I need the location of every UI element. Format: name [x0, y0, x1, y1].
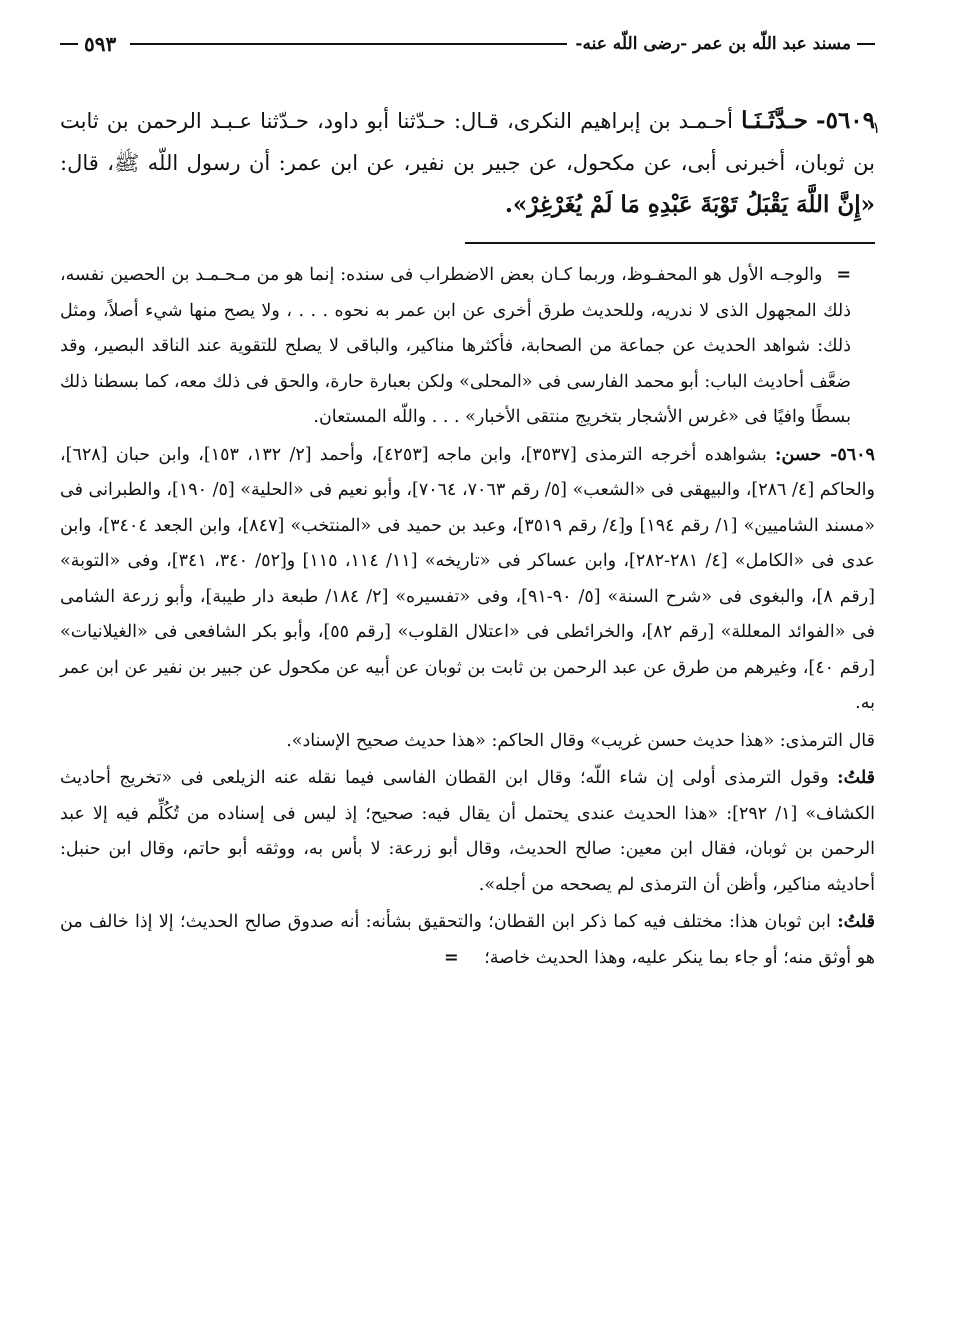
matn: «إِنَّ اللَّهَ يَقْبَلُ تَوْبَةَ عَبْدِهِ مَا لَمْ يُغَرْغِرْ».	[504, 191, 875, 218]
footnote-continuation	[60, 258, 875, 436]
haddathana: حـدَّثَـنَـا	[741, 107, 808, 134]
hadith-number: ٥٦٠٩-	[816, 107, 876, 134]
head-rule-right	[857, 43, 875, 45]
qultu-lead-2: قلتُ:	[837, 912, 875, 932]
head-rule	[130, 43, 567, 45]
footnote-separator	[465, 242, 875, 244]
takhrij-lead: ٥٦٠٩- حسن:	[775, 444, 875, 465]
footnote-takhrij	[60, 438, 875, 722]
qultu-text-2: ابن ثوبان هذا: مختلف فيه كما ذكر ابن القطان؛ والتحقيق بشأنه: أنه صدوق صالح الحديث؛ إلا إذا خالف من هو أوثق منه؛ أو جاء بما ينكر عليه، وهذا الحديث خاصة؛	[60, 912, 875, 968]
running-head-title: مسند عبد اللّه بن عمر -رضى اللّه عنه-	[575, 34, 851, 54]
running-head	[60, 30, 875, 58]
footnote-qultu-2	[60, 905, 875, 976]
head-rule-left	[60, 43, 78, 45]
tirmidhi-text: قال الترمذى: «هذا حديث حسن غريب» وقال الحاكم: «هذا حديث صحيح الإسناد».	[286, 730, 875, 751]
document-page	[60, 30, 875, 978]
isnad: أحـمـد بن إبراهيم النكرى، قـال: حـدّثنا أبو داود، حـدّثنا عـبـد الرحمن بن ثابت بن ثوبان، أخبرنى أبى، عن مكحول، عن جبير بن نفير، عن ابن عمر: أن رسول اللّه ﷺ، قال:	[60, 109, 875, 175]
qultu-lead-1: قلتُ:	[837, 768, 875, 788]
continuation-mark: =	[836, 265, 851, 285]
margin-note-mark: ١	[872, 118, 881, 137]
page-number: ٥٩٣	[84, 32, 117, 56]
footnotes	[60, 258, 875, 976]
continuation-end-mark: =	[444, 947, 459, 968]
footnote-qultu-1	[60, 761, 875, 903]
hadith-text	[60, 100, 875, 226]
footnote-tirmidhi	[60, 724, 875, 760]
qultu-text-1: وقول الترمذى أولى إن شاء اللّه؛ وقال ابن القطان الفاسى فيما نقله عنه الزيلعى فى «تخريج أحاديث الكشاف» [١/ ٢٩٢]: «هذا الحديث عندى يحتمل أن يقال فيه: صحيح؛ إذ ليس فى إسناده من تُكُلِّم فيه إلا عبد الرحمن بن ثوبان، فقال ابن معين: صالح الحديث، وقال أبو زرعة: لا بأس به، ووثقه أبو حاتم، وقال ابن حنبل: أحاديثه مناكير، وأظن أن الترمذى لم يصححه من أجله».	[60, 768, 875, 895]
takhrij-text: بشواهده أخرجه الترمذى [٣٥٣٧]، وابن ماجه [٤٢٥٣]، وأحمد [٢/ ١٣٢، ١٥٣]، وابن حبان [٦٢٨]، والحاكم [٤/ ٢٨٦]، والبيهقى فى «الشعب» [٥/ رقم ٧٠٦٣، ٧٠٦٤]، وأبو نعيم فى «الحلية» [٥/ ١٩٠]، والطبرانى فى «مسند الشاميين» [١/ رقم ١٩٤] و[٤/ رقم ٣٥١٩]، وعبد بن حميد فى «المنتخب» [٨٤٧]، وابن الجعد ٣٤٠٤]، وابن عدى فى «الكامل» [٤/ ٢٨١-٢٨٢]، وابن عساكر فى «تاريخه» [١١/ ١١٤، ١١٥] و[٥٢/ ٣٤٠، ٣٤١]، وفى «التوبة» [رقم ٨]، والبغوى فى «شرح السنة» [٥/ ٩٠-٩١]، وفى «تفسيره» [٢/ ١٨٤/ طبعة دار طيبة]، وأبو زرعة الشامى فى «الفوائد المعللة» [رقم ٨٢]، والخرائطى فى «اعتلال القلوب» [رقم ٥٥]، وأبو بكر الشافعى فى «الغيلانيات» [رقم ٤٠]، وغيرهم من طرق عن عبد الرحمن بن ثابت بن ثوبان عن أبيه عن مكحول عن جبير بن نفير عن ابن عمر به.	[60, 444, 876, 713]
continuation-text: والوجـه الأول هو المحفـوظ، وربما كـان بعض الاضطراب فى سنده: إنما هو من مـحـمـد بن الحصين نفسه، ذلك المجهول الذى لا ندريه، وللحديث طرق أخرى عن ابن عمر به نحوه . . . ، ولا يصح منها شيء أصلاً، ومثل ذلك: شواهد الحديث عن جماعة من الصحابة، فأكثرها مناكير، والباقى لا يصلح للتقوية عند الناقد البصير، وقد ضعَّف أحاديث الباب: أبو محمد الفارسى فى «المحلى» ولكن بعبارة حارة، والحق فى ذلك معه، كما بسطنا ذلك بسطًا وافيًا فى «غرس الأشجار بتخريج منتقى الأخبار» . . . واللّه المستعان.	[60, 265, 851, 427]
